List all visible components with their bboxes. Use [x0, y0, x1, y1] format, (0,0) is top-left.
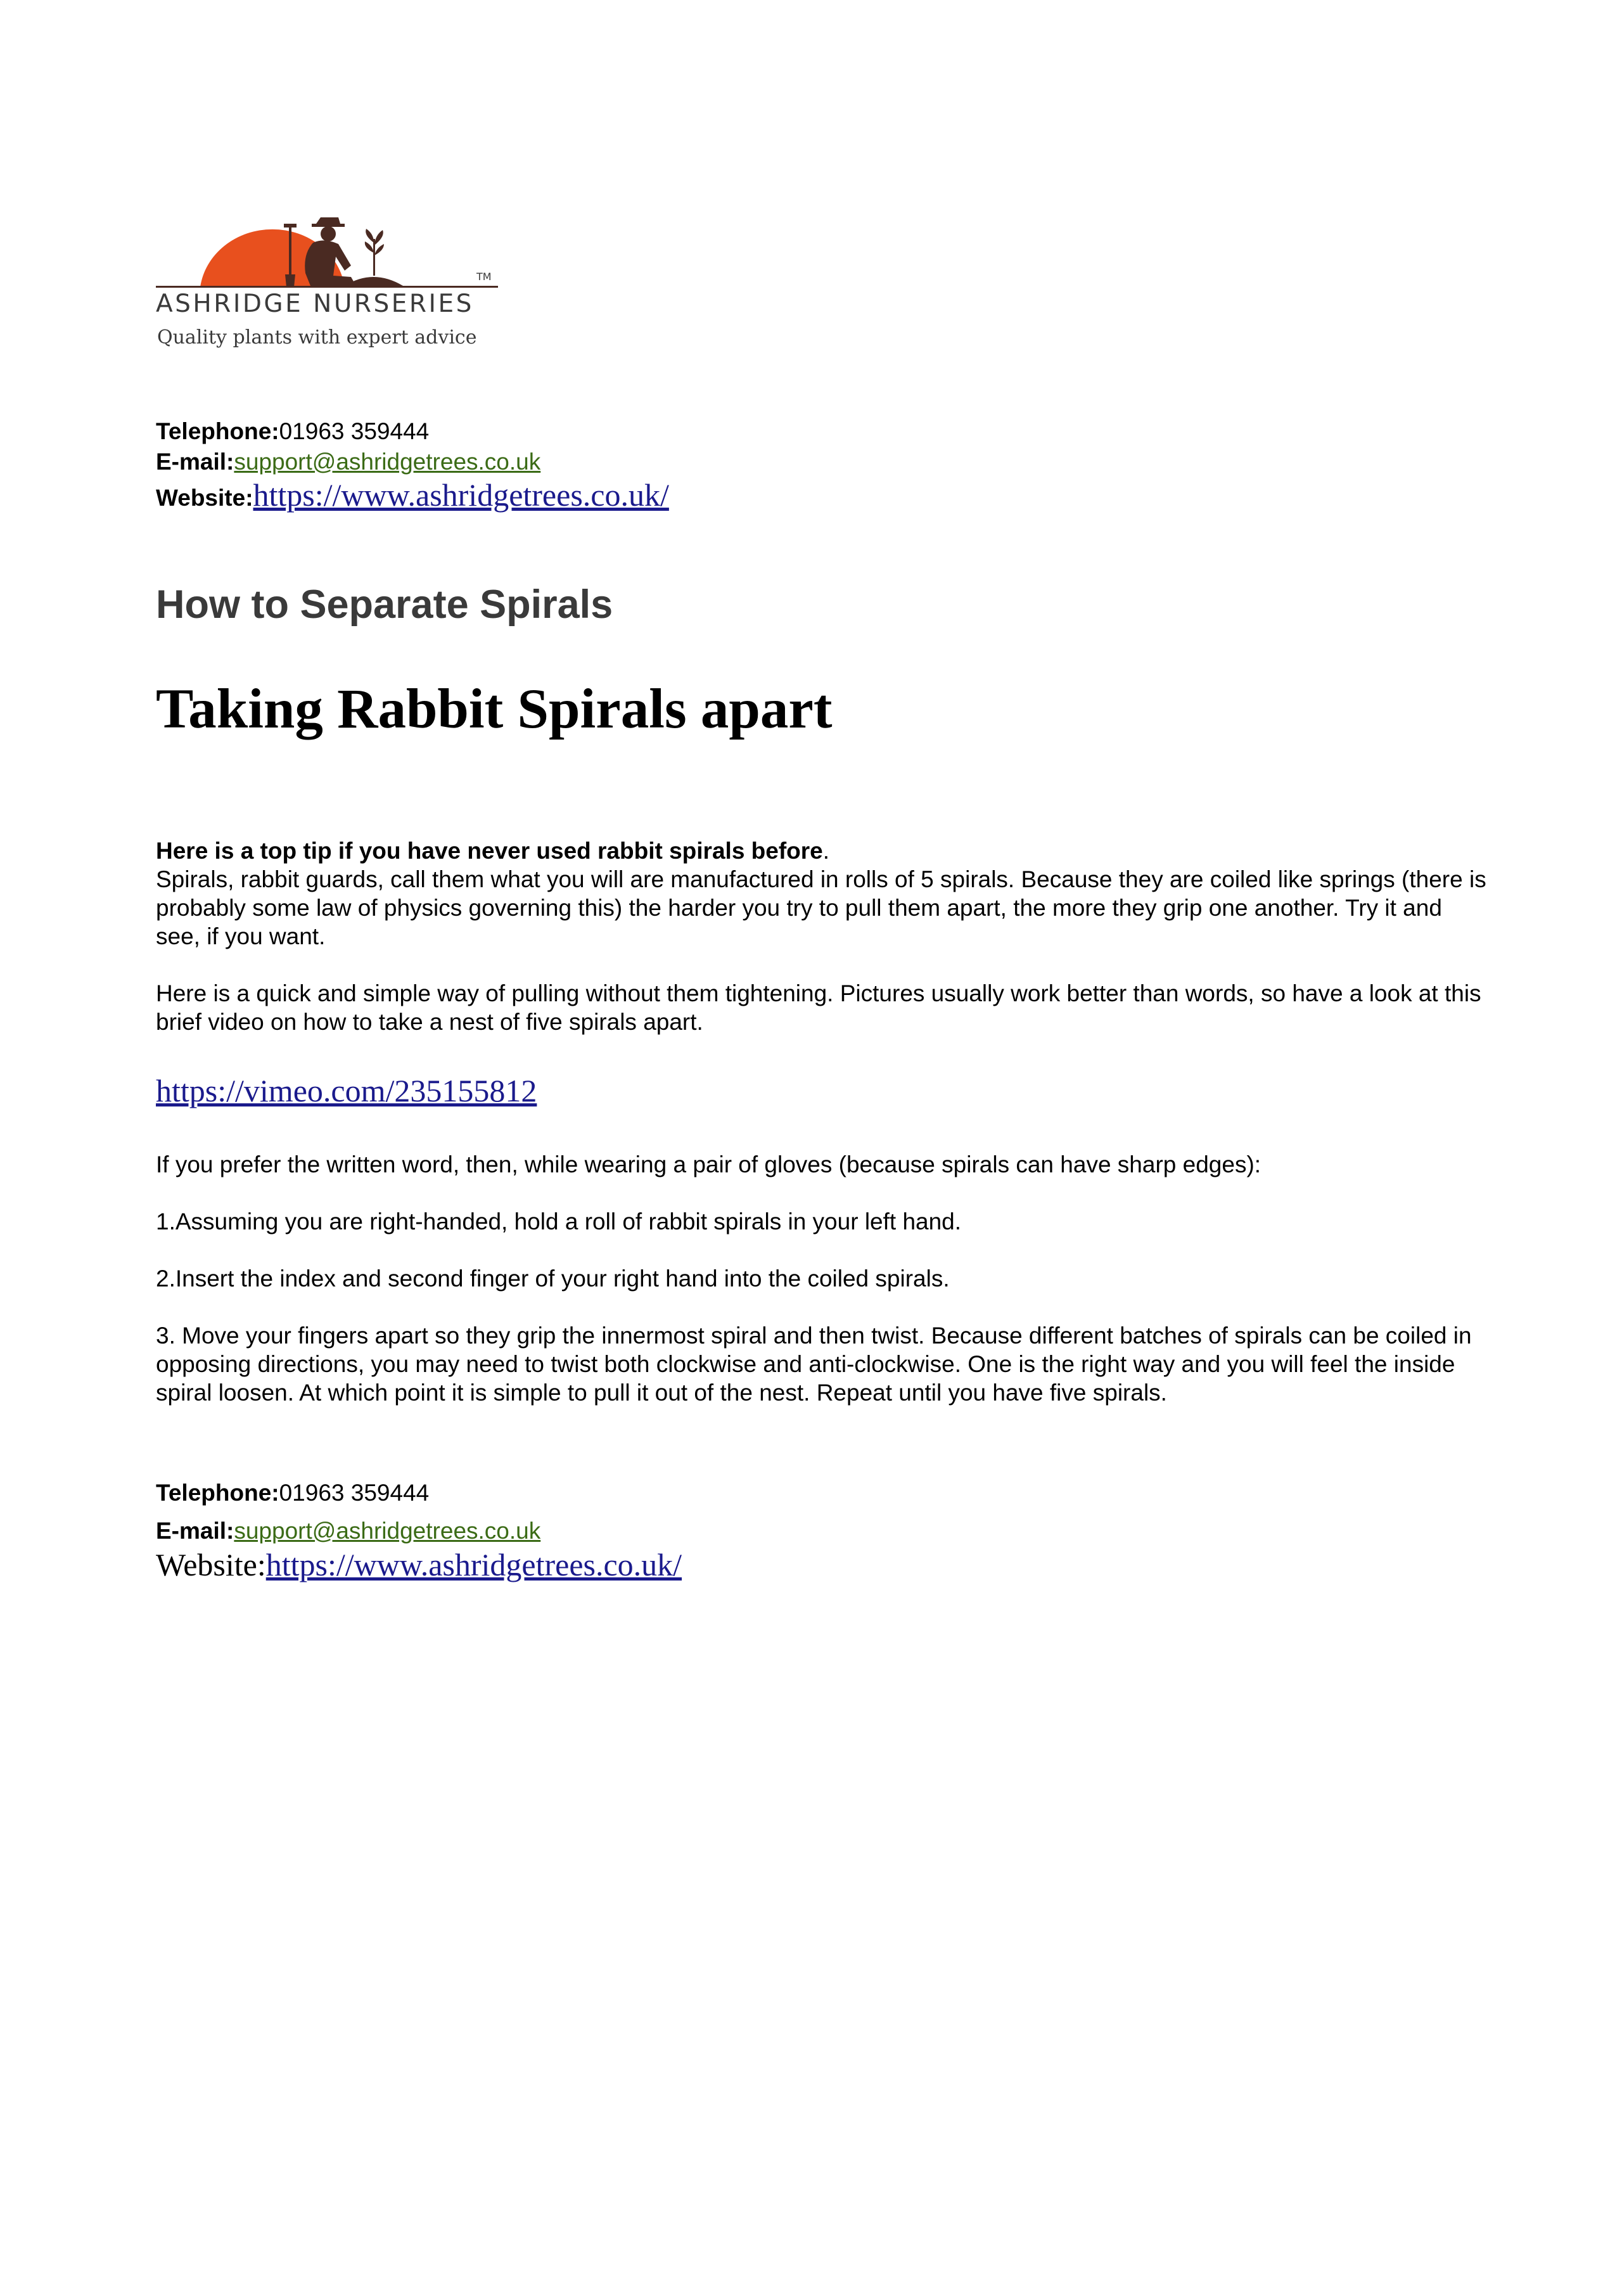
contact-telephone-bottom [156, 1480, 429, 1506]
video-link-line [156, 1072, 537, 1109]
page-title: Taking Rabbit Spirals apart [156, 678, 833, 740]
telephone-label: Telephone: [156, 1480, 279, 1506]
paragraph-1: Spirals, rabbit guards, call them what you will are manufactured in rolls of 5 spirals. Because they are coiled like springs (there is probably some law of physics governing this) the harder you try to pull them apart, the more they grip one another. Try it and see, if you want. [156, 866, 1486, 949]
telephone-value: 01963 359444 [279, 418, 430, 444]
contact-website-bottom [156, 1546, 682, 1583]
logo-tagline: Quality plants with expert advice [157, 326, 477, 349]
email-label: E-mail: [156, 449, 234, 475]
section-heading: How to Separate Spirals [156, 582, 613, 627]
contact-website-top [156, 477, 669, 513]
top-tip-period: . [822, 838, 830, 864]
website-link[interactable]: https://www.ashridgetrees.co.uk/ [265, 1547, 682, 1582]
contact-email-top [156, 449, 540, 475]
logo-graphic [155, 212, 509, 295]
logo-trademark: TM [476, 271, 492, 283]
contact-email-bottom [156, 1518, 540, 1544]
email-link[interactable]: support@ashridgetrees.co.uk [234, 449, 541, 475]
step-2: 2.Insert the index and second finger of your right hand into the coiled spirals. [156, 1266, 950, 1292]
telephone-label: Telephone: [156, 418, 279, 444]
email-link[interactable]: support@ashridgetrees.co.uk [234, 1518, 541, 1544]
paragraph-2: Here is a quick and simple way of pulling without them tightening. Pictures usually work better than words, so have a look at this brief video on how to take a nest of five spirals apart. [156, 980, 1481, 1035]
paragraph-3: If you prefer the written word, then, while wearing a pair of gloves (because spirals can have sharp edges): [156, 1151, 1261, 1177]
intro-paragraph [156, 837, 1493, 951]
step-1: 1.Assuming you are right-handed, hold a roll of rabbit spirals in your left hand. [156, 1209, 962, 1235]
website-label: Website: [156, 1547, 266, 1582]
telephone-value: 01963 359444 [279, 1480, 430, 1506]
logo-company-name: ASHRIDGE NURSERIES [156, 290, 474, 318]
ashridge-logo [155, 212, 509, 358]
video-link[interactable]: https://vimeo.com/235155812 [156, 1073, 537, 1108]
step-3: 3. Move your fingers apart so they grip the innermost spiral and then twist. Because different batches of spirals can be coiled in opposing directions, you may need to twist both clockwise and anti-clockwise. One is the right way and you will feel the inside spiral loosen. At which point it is simple to pull it out of the nest. Repeat until you have five spirals. [156, 1323, 1472, 1406]
website-label: Website: [156, 485, 253, 511]
contact-telephone-top [156, 418, 429, 445]
email-label: E-mail: [156, 1518, 234, 1544]
website-link[interactable]: https://www.ashridgetrees.co.uk/ [253, 477, 669, 513]
top-tip-text: Here is a top tip if you have never used rabbit spirals before [156, 838, 823, 864]
